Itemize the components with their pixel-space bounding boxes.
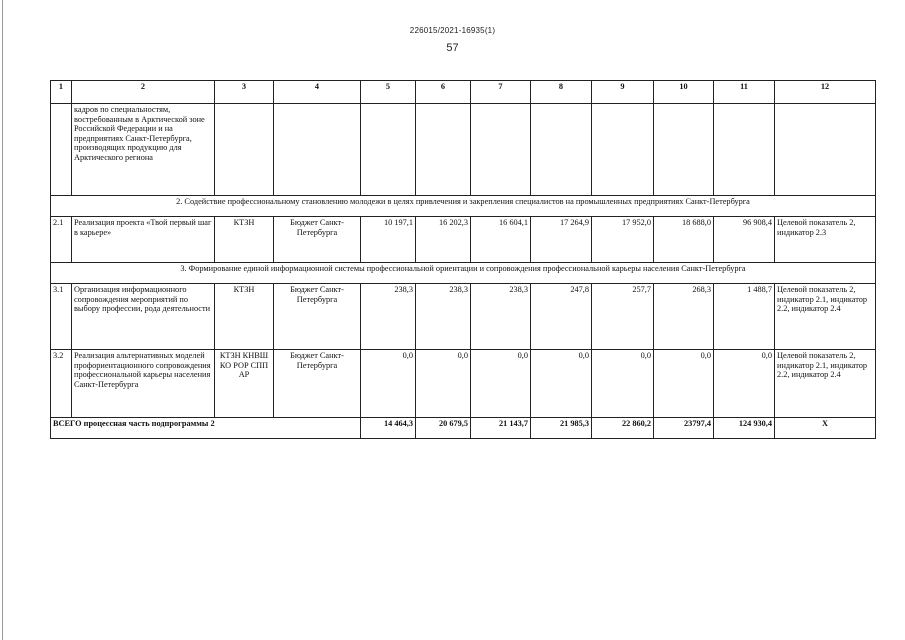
cell-executor: КТЗН bbox=[215, 217, 274, 263]
total-value: 21 985,3 bbox=[531, 418, 592, 439]
document-id: 226015/2021-16935(1) bbox=[409, 26, 496, 35]
column-header: 10 bbox=[654, 81, 714, 104]
scan-edge-line bbox=[2, 0, 3, 640]
cell-name: Организация информационного сопровождения мероприятий по выбору профессии, рода деятельности bbox=[72, 284, 215, 350]
total-value: 14 464,3 bbox=[361, 418, 416, 439]
table-row-2-1 bbox=[51, 217, 876, 263]
total-value: 124 930,4 bbox=[714, 418, 775, 439]
cell-num bbox=[51, 104, 72, 196]
cell-value: 1 488,7 bbox=[714, 284, 775, 350]
table-row-3-1 bbox=[51, 284, 876, 350]
cell-indicator: Целевой показатель 2, индикатор 2.1, индикатор 2.2, индикатор 2.4 bbox=[775, 284, 876, 350]
column-header: 7 bbox=[471, 81, 531, 104]
cell-source: Бюджет Санкт-Петербурга bbox=[274, 350, 361, 418]
program-table bbox=[50, 80, 876, 439]
column-header: 2 bbox=[72, 81, 215, 104]
cell-value: 257,7 bbox=[592, 284, 654, 350]
cell-value: 16 604,1 bbox=[471, 217, 531, 263]
cell-indicator: Целевой показатель 2, индикатор 2.3 bbox=[775, 217, 876, 263]
cell-name: Реализация проекта «Твой первый шаг в карьере» bbox=[72, 217, 215, 263]
cell-value: 17 264,9 bbox=[531, 217, 592, 263]
cell-value: 0,0 bbox=[714, 350, 775, 418]
column-header: 12 bbox=[775, 81, 876, 104]
table-row-3-2 bbox=[51, 350, 876, 418]
column-header: 1 bbox=[51, 81, 72, 104]
cell-value: 0,0 bbox=[531, 350, 592, 418]
cell-value: 247,8 bbox=[531, 284, 592, 350]
total-value: 21 143,7 bbox=[471, 418, 531, 439]
cell-executor: КТЗН КНВШ КО РОР СПП АР bbox=[215, 350, 274, 418]
cell-source: Бюджет Санкт-Петербурга bbox=[274, 284, 361, 350]
total-value: 22 860,2 bbox=[592, 418, 654, 439]
cell-name: кадров по специальностям, востребованным в Арктической зоне Российской Федерации и на предприятиях Санкт-Петербурга, производящих продукцию для Арктического региона bbox=[72, 104, 215, 196]
total-value: 20 679,5 bbox=[416, 418, 471, 439]
column-header: 5 bbox=[361, 81, 416, 104]
cell-executor: КТЗН bbox=[215, 284, 274, 350]
section-row bbox=[51, 196, 876, 217]
cell-value: 238,3 bbox=[361, 284, 416, 350]
total-mark: X bbox=[775, 418, 876, 439]
column-header: 9 bbox=[592, 81, 654, 104]
section-3-title: 3. Формирование единой информационной системы профессиональной ориентации и сопровождения профессиональной карьеры населения Санкт-Петербурга bbox=[51, 263, 876, 284]
total-row bbox=[51, 418, 876, 439]
cell-num: 3.1 bbox=[51, 284, 72, 350]
cell-value: 238,3 bbox=[416, 284, 471, 350]
cell-value: 0,0 bbox=[471, 350, 531, 418]
section-row bbox=[51, 263, 876, 284]
column-header: 4 bbox=[274, 81, 361, 104]
page-number: 57 bbox=[446, 42, 459, 54]
cell-value: 0,0 bbox=[654, 350, 714, 418]
total-value: 23797,4 bbox=[654, 418, 714, 439]
cell-value: 10 197,1 bbox=[361, 217, 416, 263]
cell-value: 238,3 bbox=[471, 284, 531, 350]
column-header: 8 bbox=[531, 81, 592, 104]
cell-value: 18 688,0 bbox=[654, 217, 714, 263]
table-row-continuation bbox=[51, 104, 876, 196]
column-header: 11 bbox=[714, 81, 775, 104]
cell-num: 3.2 bbox=[51, 350, 72, 418]
cell-value: 96 908,4 bbox=[714, 217, 775, 263]
total-label: ВСЕГО процессная часть подпрограммы 2 bbox=[51, 418, 361, 439]
cell-value: 0,0 bbox=[592, 350, 654, 418]
cell-value: 268,3 bbox=[654, 284, 714, 350]
cell-source: Бюджет Санкт-Петербурга bbox=[274, 217, 361, 263]
column-header: 6 bbox=[416, 81, 471, 104]
column-header: 3 bbox=[215, 81, 274, 104]
cell-value: 16 202,3 bbox=[416, 217, 471, 263]
column-number-row bbox=[51, 81, 876, 104]
cell-indicator: Целевой показатель 2, индикатор 2.1, индикатор 2.2, индикатор 2.4 bbox=[775, 350, 876, 418]
cell-value: 0,0 bbox=[361, 350, 416, 418]
section-2-title: 2. Содействие профессиональному становлению молодежи в целях привлечения и закрепления специалистов на промышленных предприятиях Санкт-Петербурга bbox=[51, 196, 876, 217]
cell-value: 17 952,0 bbox=[592, 217, 654, 263]
cell-value: 0,0 bbox=[416, 350, 471, 418]
cell-num: 2.1 bbox=[51, 217, 72, 263]
cell-name: Реализация альтернативных моделей профориентационного сопровождения профессиональной карьеры населения Санкт-Петербурга bbox=[72, 350, 215, 418]
